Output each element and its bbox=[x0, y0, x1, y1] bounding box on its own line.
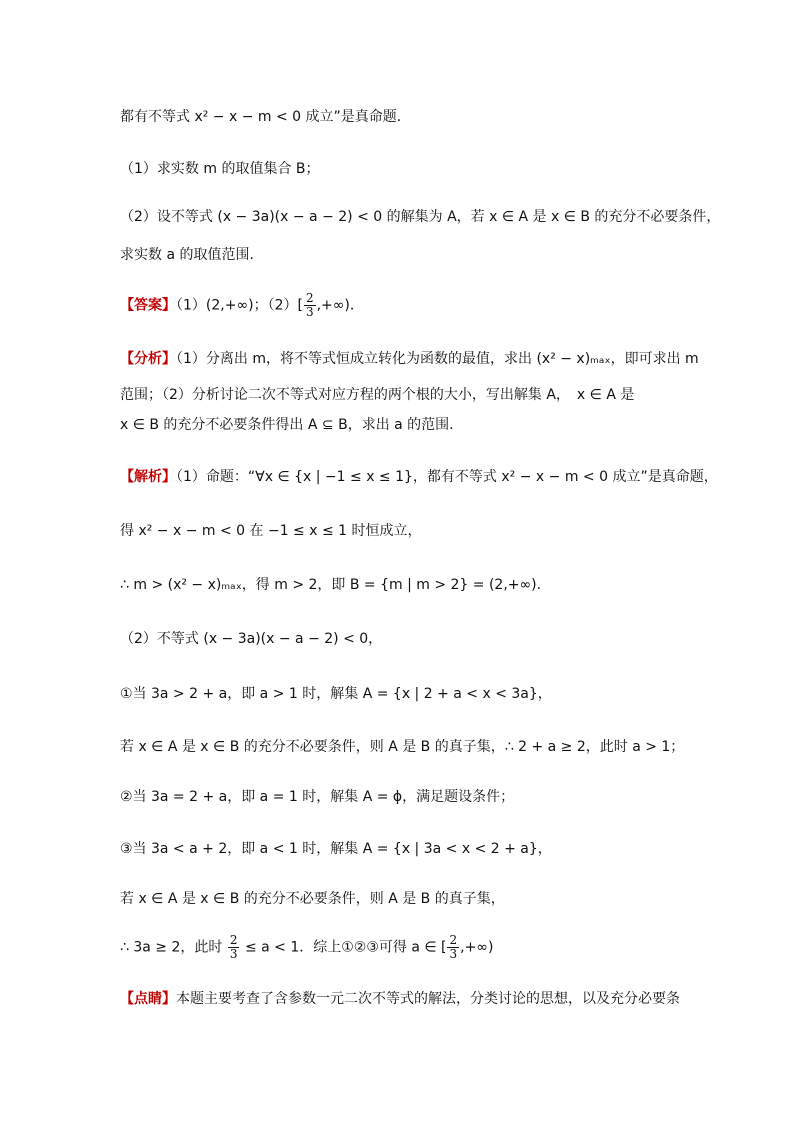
solution-text-10a: ∴ 3a ≥ 2，此时 bbox=[120, 939, 223, 956]
problem-part-2: （2）设不等式 (x − 3a)(x − a − 2) < 0 的解集为 A，若 x ∈ A 是 x ∈ B 的充分不必要条件， bbox=[120, 209, 721, 225]
solution-text-1: （1）命题：“∀x ∈ {x | −1 ≤ x ≤ 1}，都有不等式 x² − x − m < 0 成立”是真命题， bbox=[176, 469, 718, 485]
solution-text-10c: ,+∞) bbox=[460, 939, 494, 956]
solution-fraction-1 bbox=[228, 934, 240, 961]
solution-fraction-2-numerator: 2 bbox=[449, 933, 458, 947]
analysis-text-1: （1）分离出 m，将不等式恒成立转化为函数的最值，求出 (x² − x)ₘₐₓ，即可求出 m bbox=[176, 351, 699, 367]
solution-fraction-2-denominator: 3 bbox=[449, 947, 458, 961]
solution-line-4: （2）不等式 (x − 3a)(x − a − 2) < 0， bbox=[120, 631, 383, 647]
solution-fraction-1-denominator: 3 bbox=[229, 947, 238, 961]
solution-fraction-2 bbox=[447, 934, 459, 961]
answer-text-2: ,+∞)． bbox=[316, 297, 364, 314]
analysis-line-2: 范围；（2）分析讨论二次不等式对应方程的两个根的大小，写出解集 A， x ∈ A 是 bbox=[120, 387, 635, 403]
answer-line bbox=[120, 292, 694, 319]
problem-part-2-cont: 求实数 a 的取值范围． bbox=[120, 247, 264, 263]
comment-text: 本题主要考查了含参数一元二次不等式的解法，分类讨论的思想，以及充分必要条 bbox=[176, 991, 680, 1007]
analysis-line-1 bbox=[120, 348, 699, 370]
comment-tag: 【点睛】 bbox=[120, 991, 176, 1007]
solution-line-7: ②当 3a = 2 + a，即 a = 1 时，解集 A = ϕ，满足题设条件； bbox=[120, 789, 515, 805]
solution-line-6: 若 x ∈ A 是 x ∈ B 的充分不必要条件，则 A 是 B 的真子集，∴ 2 + a ≥ 2，此时 a > 1； bbox=[120, 739, 685, 755]
solution-line-9: 若 x ∈ A 是 x ∈ B 的充分不必要条件，则 A 是 B 的真子集， bbox=[120, 891, 505, 907]
answer-fraction bbox=[304, 292, 316, 319]
solution-line-5: ①当 3a > 2 + a，即 a > 1 时，解集 A = {x | 2 + a < x < 3a}， bbox=[120, 686, 552, 702]
answer-fraction-denominator: 3 bbox=[305, 305, 314, 319]
solution-tag: 【解析】 bbox=[120, 469, 176, 485]
solution-fraction-1-numerator: 2 bbox=[229, 933, 238, 947]
solution-line-8: ③当 3a < a + 2，即 a < 1 时，解集 A = {x | 3a < x < 2 + a}， bbox=[120, 841, 552, 857]
solution-line-2: 得 x² − x − m < 0 在 −1 ≤ x ≤ 1 时恒成立， bbox=[120, 523, 422, 539]
problem-part-1: （1）求实数 m 的取值集合 B； bbox=[120, 161, 320, 177]
problem-line-1: 都有不等式 x² − x − m < 0 成立”是真命题． bbox=[120, 109, 411, 125]
solution-line-1 bbox=[120, 466, 718, 488]
solution-line-3: ∴ m > (x² − x)ₘₐₓ，得 m > 2，即 B = {m | m > 2} = (2,+∞)． bbox=[120, 577, 551, 593]
answer-fraction-numerator: 2 bbox=[305, 291, 314, 305]
comment-line bbox=[120, 988, 694, 1010]
solution-line-10 bbox=[120, 934, 694, 961]
analysis-tag: 【分析】 bbox=[120, 351, 176, 367]
answer-text-1: （1）(2,+∞)；（2）[ bbox=[176, 297, 303, 314]
analysis-line-3: x ∈ B 的充分不必要条件得出 A ⊆ B，求出 a 的范围． bbox=[120, 417, 464, 433]
solution-text-10b: ≤ a < 1．综上①②③可得 a ∈ [ bbox=[244, 939, 447, 956]
answer-tag: 【答案】 bbox=[120, 297, 176, 314]
